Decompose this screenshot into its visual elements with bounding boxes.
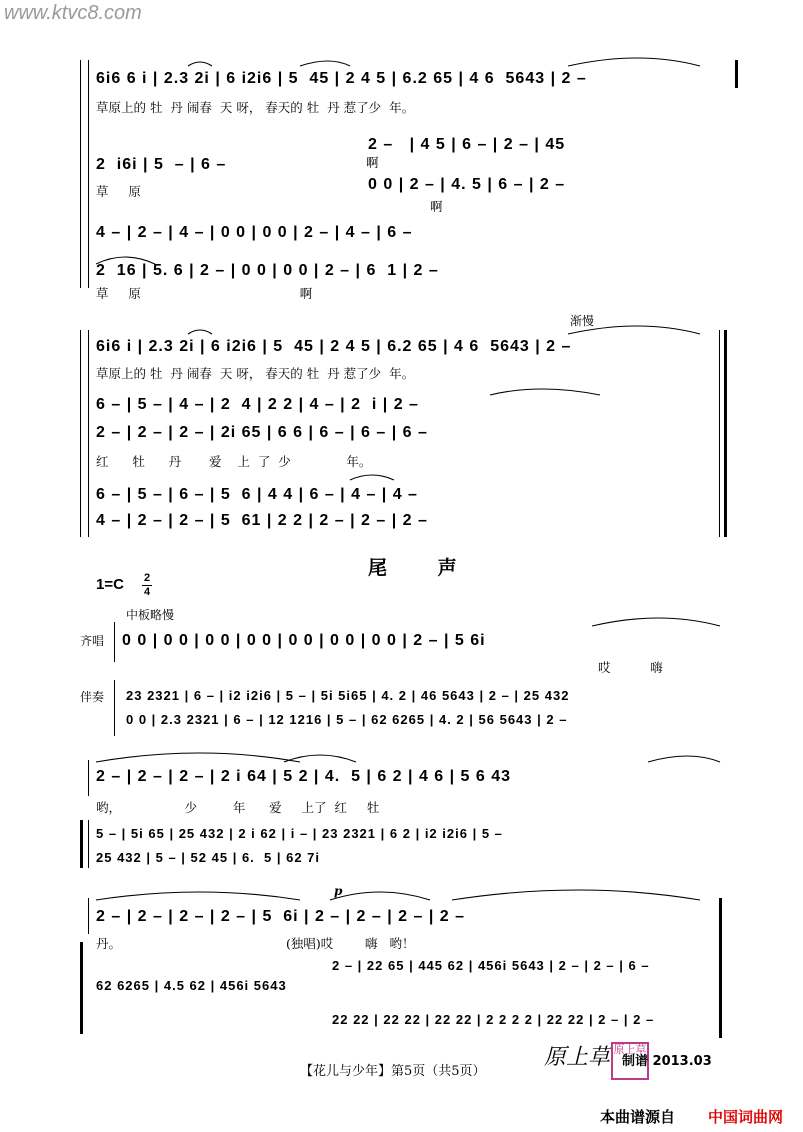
system-1-lyric-2: 草 原: [96, 184, 141, 199]
slur: [188, 330, 212, 334]
dynamic-piano: p: [334, 884, 343, 898]
watermark-text: www.ktvc8.com: [4, 2, 142, 24]
seal-stamp: 原上草: [611, 1042, 649, 1080]
system-4-melody: 2 – | 2 – | 2 – | 2 i 64 | 5 2 | 4. 5 | 6 2 | 4 6 | 5 6 43: [96, 768, 512, 785]
slur: [300, 61, 350, 66]
system-1-part-3: 2 – | 4 5 | 6 – | 2 – | 45: [368, 136, 566, 153]
slur: [96, 257, 155, 264]
system-1-part-4: 0 0 | 2 – | 4. 5 | 6 – | 2 –: [368, 176, 566, 193]
signature: 原上草: [544, 1045, 611, 1070]
time-signature-bottom: 4: [144, 586, 151, 598]
slur: [568, 58, 700, 66]
slur: [648, 756, 720, 762]
accomp-row-1: 23 2321 | 6 – | i2 i2i6 | 5 – | 5i 5i65 | 4. 2 | 46 5643 | 2 – | 25 432: [126, 688, 570, 703]
system-2-part-3: 2 – | 2 – | 2 – | 2i 65 | 6 6 | 6 – | 6 – | 6 –: [96, 424, 428, 441]
system-1-lyric-5: 草 原 啊: [96, 286, 313, 301]
chorus-row: 0 0 | 0 0 | 0 0 | 0 0 | 0 0 | 0 0 | 0 0 | 2 – | 5 6i: [122, 632, 486, 649]
source-label: 本曲谱源自: [600, 1108, 676, 1126]
system-5-accomp-lower: 22 22 | 22 22 | 22 22 | 2 2 2 2 | 22 22 | 2 – | 2 –: [332, 1012, 655, 1027]
system-4-accomp-2: 25 432 | 5 – | 52 45 | 6. 5 | 62 7i: [96, 850, 321, 865]
system-1-part-5: 4 – | 2 – | 4 – | 0 0 | 0 0 | 2 – | 4 – | 6 –: [96, 224, 413, 241]
slur: [96, 753, 300, 762]
credit-line: 制谱 2013.03: [622, 1054, 712, 1069]
system-2-part-5: 4 – | 2 – | 2 – | 5 61 | 2 2 | 2 – | 2 – | 2 –: [96, 512, 428, 529]
system-5-melody: 2 – | 2 – | 2 – | 2 – | 5 6i | 2 – | 2 – | 2 – | 2 –: [96, 908, 466, 925]
coda-tempo: 中板略慢: [126, 608, 175, 622]
accomp-row-2: 0 0 | 2.3 2321 | 6 – | 12 1216 | 5 – | 62 6265 | 4. 2 | 56 5643 | 2 –: [126, 712, 568, 727]
system-5-lyric-a: 丹。: [96, 936, 122, 951]
page-footer: 【花儿与少年】第5页（共5页）: [300, 1064, 486, 1079]
system-5-accomp-1: 62 6265 | 4.5 62 | 456i 5643: [96, 978, 287, 993]
system-5-lyric-b: (独唱)哎 嗨 哟！: [286, 936, 415, 951]
coda-title: 尾 声: [368, 557, 479, 579]
chorus-lyric: 哎 嗨: [598, 660, 663, 675]
system-2-part-4: 6 – | 5 – | 6 – | 5 6 | 4 4 | 6 – | 4 – | 4 –: [96, 486, 418, 503]
tempo-mark-ritardando: 渐慢: [570, 314, 595, 328]
system-1-part-6: 2 16 | 5. 6 | 2 – | 0 0 | 0 0 | 2 – | 6 1 | 2 –: [96, 262, 439, 279]
slur: [568, 326, 700, 334]
system-2-lyric-2: 红 牡 丹 爱 上 了 少 年。: [96, 454, 372, 469]
system-4-lyric: 哟， 少 年 爱 上了 红 牡: [96, 800, 380, 815]
system-1-lyric-1: 草原上的 牡 丹 闹春 天 呀， 春天的 牡 丹 惹了少 年。: [96, 100, 415, 115]
source-site[interactable]: 中国词曲网: [708, 1108, 784, 1126]
label-accompaniment: 伴奏: [80, 690, 105, 704]
system-1-part-2: 2 i6i | 5 – | 6 –: [96, 156, 227, 173]
slur: [188, 62, 212, 66]
system-2-lyric-1: 草原上的 牡 丹 闹春 天 呀， 春天的 牡 丹 惹了少 年。: [96, 366, 415, 381]
system-1-lyric-4: 啊: [430, 199, 443, 214]
system-4-accomp-1: 5 – | 5i 65 | 25 432 | 2 i 62 | i – | 23 2321 | 6 2 | i2 i2i6 | 5 –: [96, 826, 503, 841]
slur: [350, 475, 394, 480]
system-1-lyric-3: 啊: [366, 155, 379, 170]
time-signature-top: 2: [144, 572, 151, 584]
system-2-part-2: 6 – | 5 – | 4 – | 2 4 | 2 2 | 4 – | 2 i | 2 –: [96, 396, 419, 413]
slur: [592, 618, 720, 626]
system-1-melody: 6i6 6 i | 2.3 2i | 6 i2i6 | 5 45 | 2 4 5 | 6.2 65 | 4 6 5643 | 2 –: [96, 70, 587, 87]
slur: [490, 389, 600, 395]
system-2-melody: 6i6 i | 2.3 2i | 6 i2i6 | 5 45 | 2 4 5 | 6.2 65 | 4 6 5643 | 2 –: [96, 338, 572, 355]
system-5-accomp-upper: 2 – | 22 65 | 445 62 | 456i 5643 | 2 – | 2 – | 6 –: [332, 958, 650, 973]
slur: [330, 892, 430, 900]
slur: [452, 890, 700, 900]
label-chorus: 齐唱: [80, 634, 105, 648]
key-signature: 1=C: [96, 576, 124, 593]
slur: [96, 892, 300, 900]
